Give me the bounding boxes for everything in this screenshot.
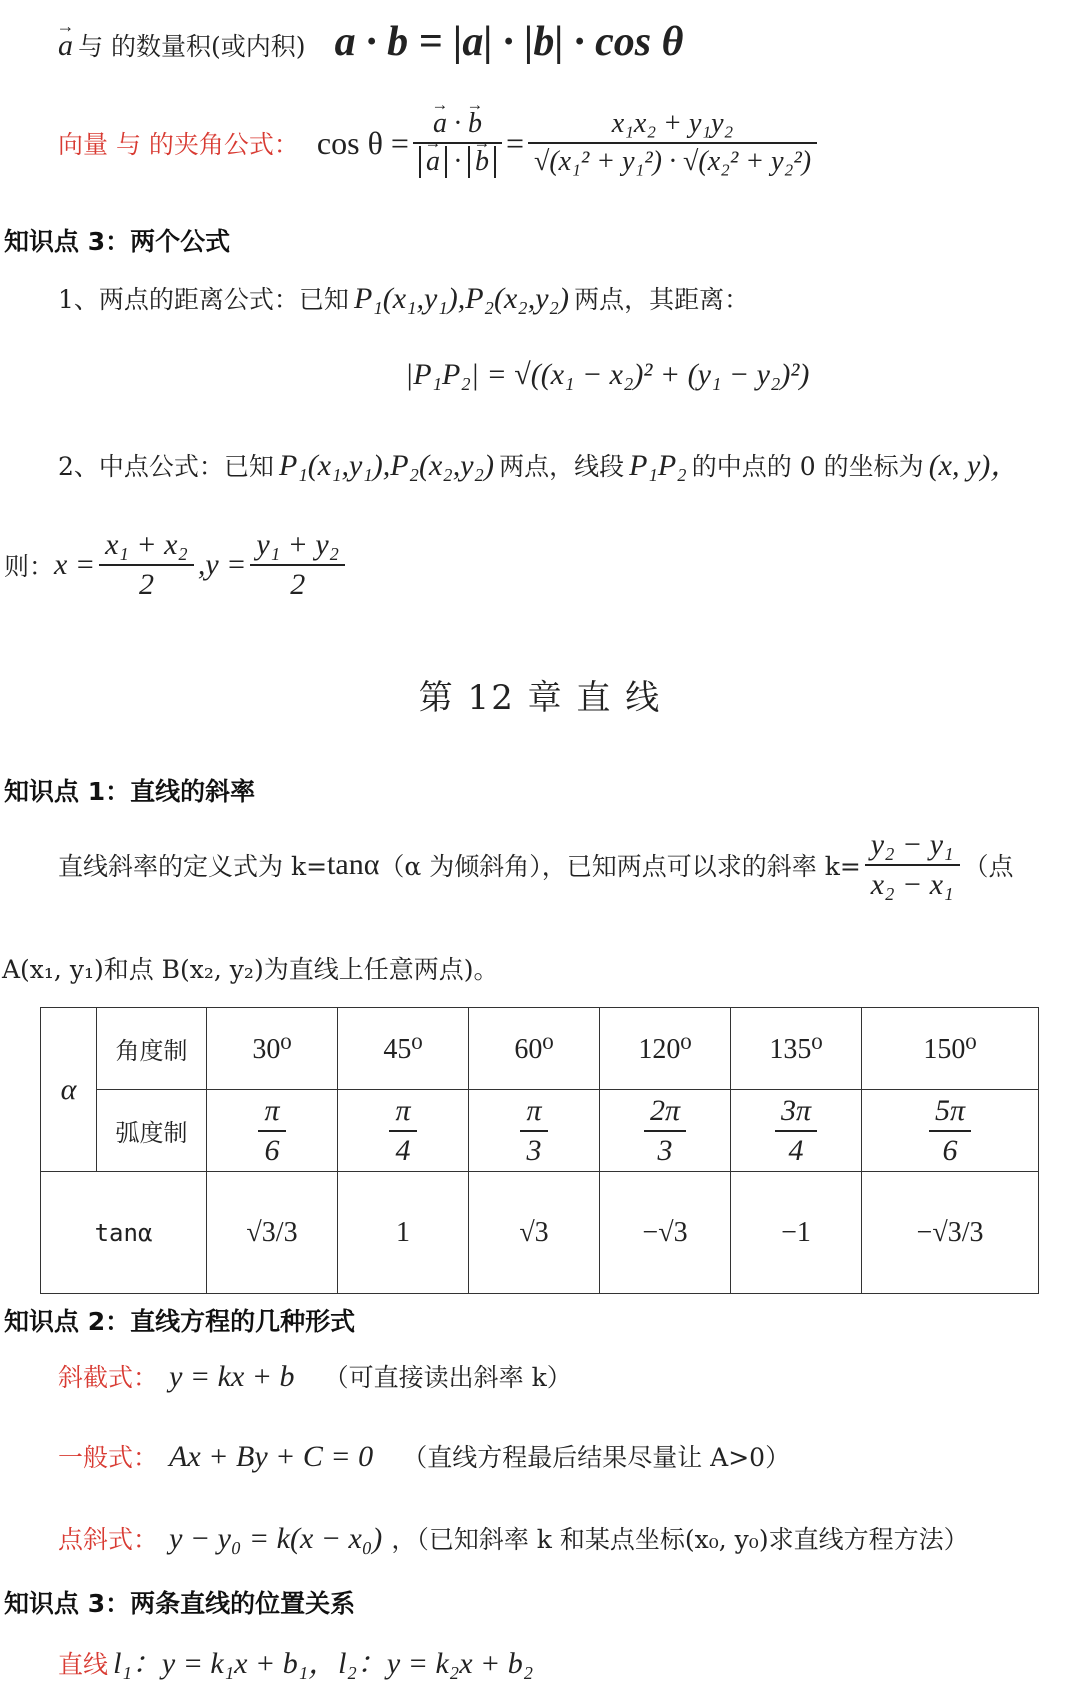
table-row-tan	[41, 1172, 1039, 1294]
slope-intercept-label: 斜截式：	[58, 1363, 159, 1392]
tan-cell: 1	[338, 1172, 469, 1294]
degree-label: 角度制	[97, 1008, 207, 1090]
distance-points: P₁(x₁,y₁),P₂(x₂,y₂)	[354, 282, 569, 315]
slope-tan: tanα	[327, 848, 380, 881]
slope-intercept-eq: y = kx + b	[169, 1360, 295, 1393]
general-form-note: （直线方程最后结果尽量让 A>0）	[402, 1443, 791, 1472]
x-equals: x =	[54, 548, 96, 581]
general-form-line	[58, 1438, 790, 1474]
dot-product-formula: a · b = |a| · |b| · cos θ	[334, 19, 684, 65]
rad-cell: $\frac{\pi}{4}$	[338, 1090, 469, 1172]
midpoint-segment: P₁P₂	[629, 449, 687, 482]
deg-cell: 150⁰	[862, 1008, 1039, 1090]
midpoint-text: 2、中点公式：已知	[58, 452, 274, 481]
dot-product-line	[58, 18, 683, 66]
distance-text: 1、两点的距离公式：已知	[58, 285, 349, 314]
tan-cell: −√3	[600, 1172, 731, 1294]
angle-tan-table	[40, 1007, 1039, 1294]
distance-tail: 两点，其距离：	[574, 285, 750, 314]
angle-formula-label: 向量 与 的夹角公式：	[58, 130, 299, 159]
slope-tail: （点	[963, 852, 1014, 881]
alpha-cell: α	[41, 1008, 97, 1172]
deg-cell: 60⁰	[469, 1008, 600, 1090]
point-slope-eq: y − y₀ = k(x − x₀)	[169, 1522, 383, 1555]
midpoint-result	[4, 528, 349, 602]
rad-cell: $\frac{\pi}{3}$	[469, 1090, 600, 1172]
point-slope-note: ，（已知斜率 k 和某点坐标(x₀, y₀)求直线方程方法）	[391, 1525, 969, 1554]
slope-intercept-line	[58, 1358, 572, 1394]
relation-label: 直线	[58, 1650, 109, 1679]
chapter-title: 第 12 章 直 线	[418, 678, 662, 718]
midpoint-line	[58, 440, 1020, 484]
tan-cell: −1	[731, 1172, 862, 1294]
angle-fraction-2: $\frac{\text{x₁x₂ + y₁y₂}}{\text{√(x₁² + y₁²) · √(x₂² + y₂²)}}$	[528, 108, 817, 178]
rad-cell: $\frac{3\pi}{4}$	[731, 1090, 862, 1172]
x-fraction: $\frac{\text{x₁ + x₂}}{2}$	[99, 528, 194, 602]
rad-cell: $\frac{2\pi}{3}$	[600, 1090, 731, 1172]
midpoint-tail: 两点，线段	[499, 452, 625, 481]
section-heading-forms: 知识点 2：直线方程的几种形式	[4, 1307, 356, 1336]
deg-cell: 30⁰	[207, 1008, 338, 1090]
slope-fraction: $\frac{\text{y₂ − y₁}}{\text{x₂ − x₁}}$	[865, 828, 960, 902]
radian-label: 弧度制	[97, 1090, 207, 1172]
dot-product-label: 与 的数量积(或内积)	[78, 32, 306, 61]
angle-lhs: cos θ =	[316, 124, 409, 161]
slope-intercept-note: （可直接读出斜率 k）	[323, 1363, 572, 1392]
slope-def-text: 直线斜率的定义式为 k=	[58, 852, 328, 881]
midpoint-coord: (x, y)，	[928, 449, 1021, 482]
y-equals: ,y =	[197, 548, 247, 581]
distance-line	[58, 280, 749, 316]
angle-fraction-1: → a · → b → a · → b	[413, 108, 502, 178]
general-form-label: 一般式：	[58, 1443, 159, 1472]
rad-cell: $\frac{\pi}{6}$	[207, 1090, 338, 1172]
tan-cell: √3	[469, 1172, 600, 1294]
slope-two-points-text: （α 为倾斜角），已知两点可以求的斜率 k=	[379, 852, 861, 881]
slope-line-1	[58, 828, 1014, 902]
distance-formula: |P₁P₂| = √((x₁ − x₂)² + (y₁ − y₂)²)	[405, 358, 810, 391]
tan-cell: √3/3	[207, 1172, 338, 1294]
section-heading-formulas: 知识点 3：两个公式	[4, 227, 231, 256]
angle-formula-line: 向量 与 的夹角公式： cos θ = → a · → b → a · → b = $\frac{\text{x₁x₂ + y₁y₂}}{\text{√(x₁² + y₁²) · √(x₂² + y₂²)}}$	[58, 108, 821, 178]
general-form-eq: Ax + By + C = 0	[169, 1440, 374, 1473]
midpoint-tail2: 的中点的 0 的坐标为	[691, 452, 924, 481]
deg-cell: 120⁰	[600, 1008, 731, 1090]
section-heading-slope: 知识点 1：直线的斜率	[4, 777, 256, 806]
tan-label: tanα	[41, 1172, 207, 1294]
rad-cell: $\frac{5\pi}{6}$	[862, 1090, 1039, 1172]
midpoint-points: P₁(x₁,y₁),P₂(x₂,y₂)	[279, 449, 494, 482]
deg-cell: 45⁰	[338, 1008, 469, 1090]
tan-cell: −√3/3	[862, 1172, 1039, 1294]
y-fraction: $\frac{\text{y₁ + y₂}}{2}$	[250, 528, 345, 602]
slope-line-2: A(x₁, y₁)和点 B(x₂, y₂)为直线上任意两点)。	[2, 955, 499, 984]
deg-cell: 135⁰	[731, 1008, 862, 1090]
point-slope-label: 点斜式：	[58, 1525, 159, 1554]
table-row-degrees	[41, 1008, 1039, 1090]
relation-eq: l₁：y = k₁x + b₁，l₂：y = k₂x + b₂	[113, 1647, 534, 1680]
point-slope-line	[58, 1520, 969, 1556]
relation-line	[58, 1638, 533, 1682]
then-label: 则：	[4, 552, 55, 581]
table-row-radians	[41, 1090, 1039, 1172]
section-heading-relation: 知识点 3：两条直线的位置关系	[4, 1589, 356, 1618]
vector-a-symbol: → a	[58, 29, 73, 63]
